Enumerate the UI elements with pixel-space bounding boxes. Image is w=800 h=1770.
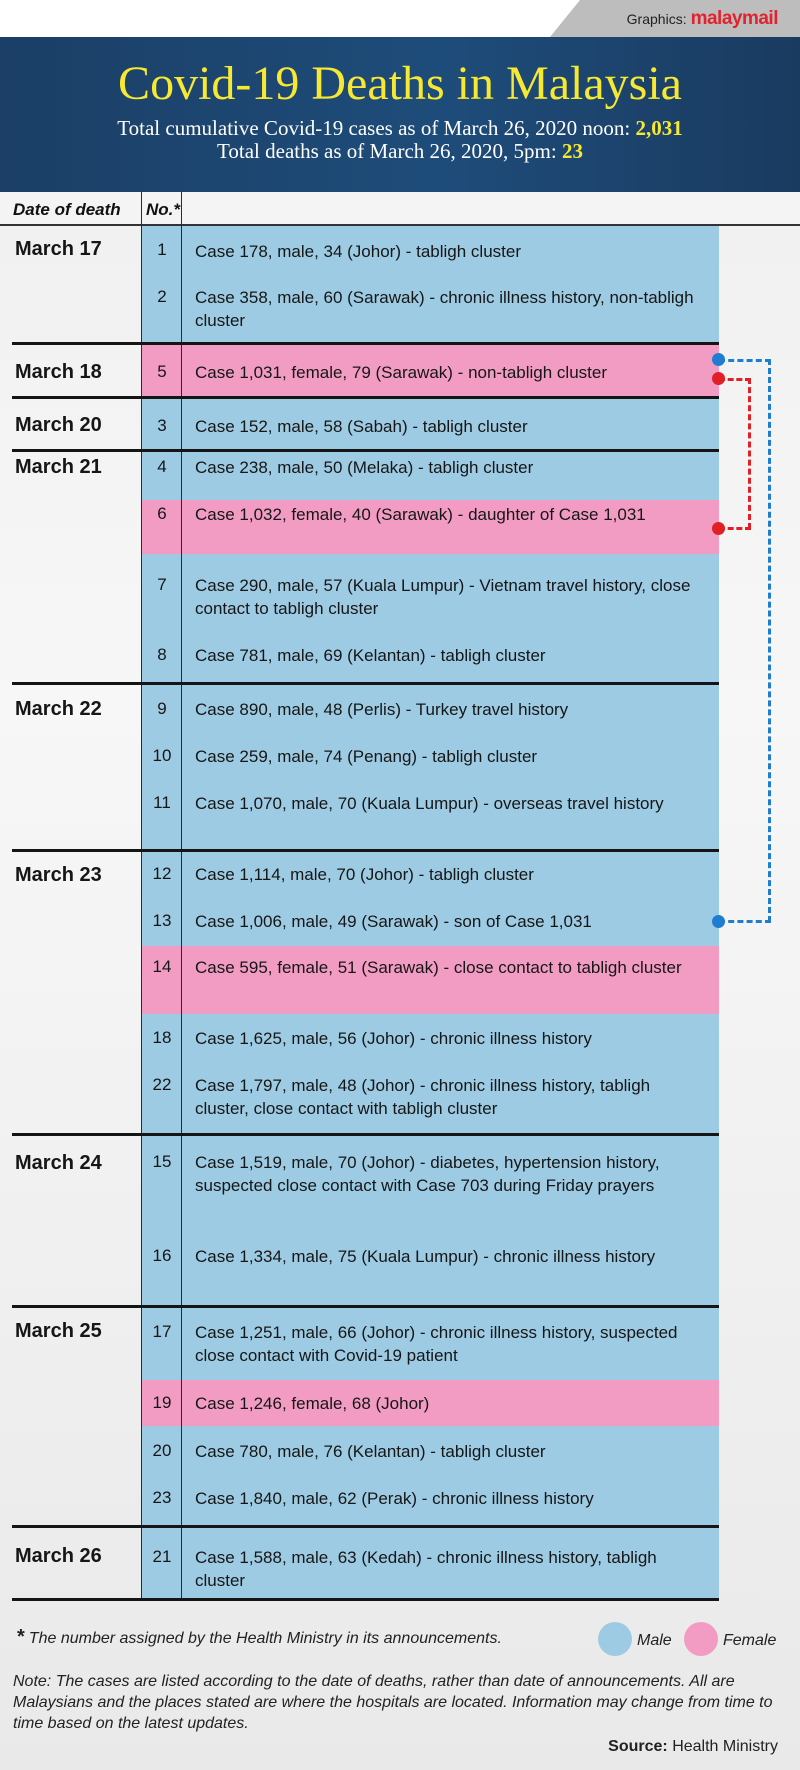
- date-label: March 17: [15, 238, 102, 260]
- family-link-dot: [712, 353, 725, 366]
- case-number: 12: [152, 864, 172, 883]
- case-number: 11: [153, 793, 171, 812]
- case-number: 16: [152, 1246, 172, 1265]
- case-number: 20: [152, 1441, 172, 1460]
- legend-male-label: Male: [637, 1632, 672, 1649]
- legend-female-swatch: [684, 1622, 718, 1656]
- case-description: Case 358, male, 60 (Sarawak) - chronic illness history, non-tabligh cluster: [195, 288, 694, 330]
- family-link-line: [748, 378, 751, 529]
- group-separator: [12, 682, 719, 685]
- case-description: Case 290, male, 57 (Kuala Lumpur) - Vietnam travel history, close contact to tabligh cluster: [195, 576, 691, 618]
- case-description: Case 1,070, male, 70 (Kuala Lumpur) - overseas travel history: [195, 794, 664, 813]
- case-description: Case 781, male, 69 (Kelantan) - tabligh cluster: [195, 646, 546, 665]
- date-label: March 22: [15, 698, 102, 720]
- family-link-line: [719, 920, 771, 923]
- group-separator: [12, 849, 719, 852]
- table-header: [0, 192, 800, 224]
- group-separator: [12, 1133, 719, 1136]
- group-separator: [12, 1525, 719, 1528]
- total-deaths-label: Total deaths as of March 26, 2020, 5pm:: [217, 139, 557, 163]
- case-number: 7: [157, 575, 167, 594]
- case-number: 1: [157, 240, 167, 259]
- case-description: Case 1,032, female, 40 (Sarawak) - daughter of Case 1,031: [195, 505, 646, 524]
- family-link-dot: [712, 915, 725, 928]
- number-column-header: No.*: [146, 200, 180, 219]
- family-link-line: [719, 359, 771, 362]
- case-description: Case 152, male, 58 (Sabah) - tabligh cluster: [195, 417, 528, 436]
- date-label: March 23: [15, 864, 102, 886]
- case-number: 3: [157, 416, 167, 435]
- top-bar: [0, 0, 800, 37]
- source-credit: [608, 1738, 778, 1756]
- case-description: Case 238, male, 50 (Melaka) - tabligh cluster: [195, 458, 534, 477]
- case-description: Case 780, male, 76 (Kelantan) - tabligh cluster: [195, 1442, 546, 1461]
- family-link-line: [768, 359, 771, 922]
- date-label: March 24: [15, 1152, 102, 1174]
- total-cases-value: 2,031: [635, 116, 683, 140]
- case-description: Case 1,797, male, 48 (Johor) - chronic illness history, tabligh cluster, close contact with tabligh cluster: [195, 1076, 651, 1118]
- case-description: Case 1,840, male, 62 (Perak) - chronic illness history: [195, 1489, 594, 1508]
- credit-label: Graphics:: [626, 11, 687, 27]
- case-number: 23: [152, 1488, 172, 1507]
- case-description: Case 1,006, male, 49 (Sarawak) - son of Case 1,031: [195, 912, 592, 931]
- table-bottom-rule: [12, 1598, 719, 1601]
- case-number: 21: [152, 1547, 172, 1566]
- case-description: Case 1,246, female, 68 (Johor): [195, 1394, 430, 1413]
- column-divider: [141, 192, 142, 1598]
- date-label: March 26: [15, 1545, 102, 1567]
- case-description: Case 1,031, female, 79 (Sarawak) - non-tabligh cluster: [195, 363, 607, 382]
- case-number: 15: [152, 1152, 172, 1171]
- malaymail-logo: malaymail: [690, 8, 778, 29]
- family-link-dot: [712, 372, 725, 385]
- case-number: 13: [152, 911, 172, 930]
- date-label: March 18: [15, 361, 102, 383]
- source-label: Source:: [608, 1738, 668, 1755]
- case-description: Case 1,251, male, 66 (Johor) - chronic illness history, suspected close contact with Covid-19 patient: [195, 1323, 678, 1365]
- date-column-header: Date of death: [13, 200, 121, 219]
- total-deaths-value: 23: [561, 139, 583, 163]
- case-description: Case 1,625, male, 56 (Johor) - chronic illness history: [195, 1029, 592, 1048]
- case-number: 14: [152, 957, 172, 976]
- footnote: [17, 1626, 502, 1649]
- column-divider: [181, 192, 182, 1598]
- total-deaths-line: [0, 139, 800, 163]
- case-number: 19: [152, 1393, 172, 1412]
- case-number: 6: [157, 504, 167, 523]
- case-description: Case 1,519, male, 70 (Johor) - diabetes, hypertension history, suspected close contact with Case 703 during Friday prayers: [195, 1153, 660, 1195]
- footer-note: Note: The cases are listed according to the date of deaths, rather than date of announcements. All are Malaysians and the places stated are where the hospitals are located. Information may change from time to time based on the latest updates.: [13, 1673, 773, 1732]
- case-number: 9: [157, 699, 167, 718]
- case-number: 5: [157, 362, 167, 381]
- case-description: Case 890, male, 48 (Perlis) - Turkey travel history: [195, 700, 569, 719]
- page-title: Covid-19 Deaths in Malaysia: [118, 57, 682, 110]
- asterisk-mark: *: [17, 1626, 25, 1648]
- legend-male-swatch: [598, 1622, 632, 1656]
- footnote-text: The number assigned by the Health Ministry in its announcements.: [28, 1630, 502, 1647]
- date-label: March 25: [15, 1320, 102, 1342]
- legend-female-label: Female: [723, 1632, 777, 1649]
- case-number: 2: [157, 287, 167, 306]
- case-number: 18: [152, 1028, 172, 1047]
- case-description: Case 259, male, 74 (Penang) - tabligh cluster: [195, 747, 538, 766]
- case-description: Case 178, male, 34 (Johor) - tabligh cluster: [195, 242, 521, 261]
- group-separator: [12, 342, 719, 345]
- case-number: 8: [157, 645, 167, 664]
- group-separator: [12, 396, 719, 399]
- case-description: Case 1,334, male, 75 (Kuala Lumpur) - chronic illness history: [195, 1247, 656, 1266]
- case-description: Case 595, female, 51 (Sarawak) - close contact to tabligh cluster: [195, 958, 682, 977]
- case-description: Case 1,588, male, 63 (Kedah) - chronic illness history, tabligh cluster: [195, 1548, 657, 1590]
- case-number: 22: [152, 1075, 172, 1094]
- total-cases-line: [0, 116, 800, 140]
- total-cases-label: Total cumulative Covid-19 cases as of March 26, 2020 noon:: [117, 116, 631, 140]
- date-label: March 20: [15, 414, 102, 436]
- date-label: March 21: [15, 456, 102, 478]
- graphics-credit: [627, 8, 778, 30]
- source-value: Health Ministry: [672, 1738, 778, 1755]
- case-number: 10: [152, 746, 172, 765]
- group-separator: [12, 449, 719, 452]
- case-number: 17: [152, 1322, 172, 1341]
- family-link-dot: [712, 522, 725, 535]
- case-description: Case 1,114, male, 70 (Johor) - tabligh cluster: [195, 865, 534, 884]
- group-separator: [12, 1305, 719, 1308]
- case-number: 4: [157, 457, 167, 476]
